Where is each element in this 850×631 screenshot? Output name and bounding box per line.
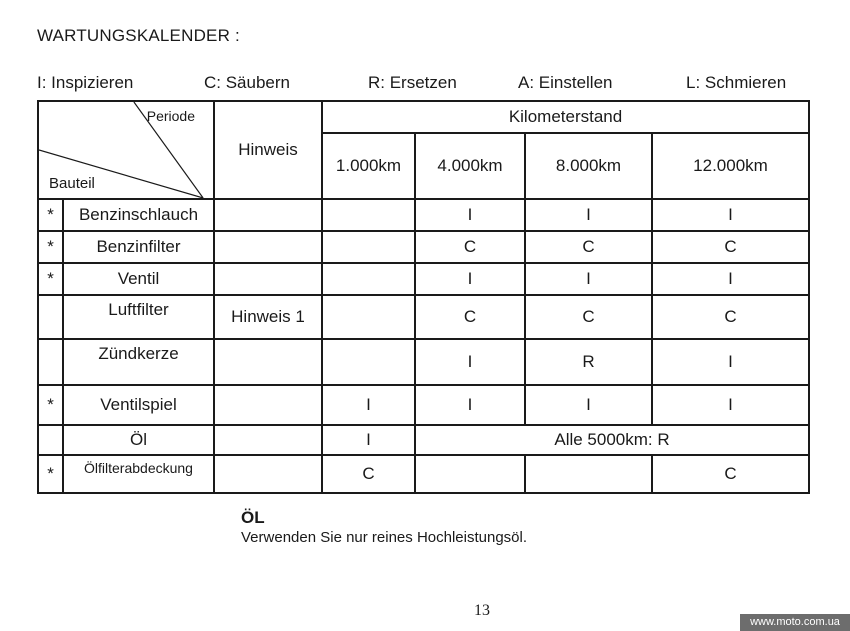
value-cell: I xyxy=(415,199,525,231)
star-mark: * xyxy=(38,231,63,263)
table-row xyxy=(38,385,809,425)
value-cell: I xyxy=(652,199,809,231)
legend-replace: R: Ersetzen xyxy=(368,73,457,92)
star-mark: * xyxy=(38,199,63,231)
corner-cell xyxy=(38,101,214,199)
value-cell: C xyxy=(652,231,809,263)
value-cell: C xyxy=(322,455,415,493)
value-cell xyxy=(322,339,415,385)
value-cell: I xyxy=(652,385,809,425)
part-name: Ventil xyxy=(63,263,214,295)
header-kilometerstand: Kilometerstand xyxy=(322,101,809,133)
value-cell: I xyxy=(525,263,652,295)
table-row xyxy=(38,199,809,231)
star-mark xyxy=(38,295,63,339)
header-interval: 4.000km xyxy=(415,133,525,199)
value-cell: C xyxy=(415,231,525,263)
watermark: www.moto.com.ua xyxy=(740,614,850,631)
value-cell: I xyxy=(415,339,525,385)
value-cell: I xyxy=(415,385,525,425)
hinweis-cell xyxy=(214,385,322,425)
page-title: WARTUNGSKALENDER : xyxy=(37,26,240,45)
table-row xyxy=(38,425,809,455)
corner-label-periode: Periode xyxy=(146,108,195,124)
value-cell xyxy=(322,295,415,339)
hinweis-cell xyxy=(214,231,322,263)
value-cell: I xyxy=(652,339,809,385)
part-name: Ventilspiel xyxy=(63,385,214,425)
header-hinweis: Hinweis xyxy=(214,101,322,199)
oil-text: Verwenden Sie nur reines Hochleistungsöl. xyxy=(241,529,528,546)
star-mark: * xyxy=(38,385,63,425)
value-cell: I xyxy=(525,385,652,425)
value-cell: I xyxy=(415,263,525,295)
table-row xyxy=(38,295,809,339)
value-cell: C xyxy=(652,295,809,339)
hinweis-cell xyxy=(214,199,322,231)
star-mark: * xyxy=(38,455,63,493)
hinweis-cell xyxy=(214,455,322,493)
star-mark xyxy=(38,425,63,455)
value-cell: I xyxy=(652,263,809,295)
value-cell: I xyxy=(322,385,415,425)
value-cell xyxy=(525,455,652,493)
part-name: Luftfilter xyxy=(63,295,214,339)
value-cell xyxy=(322,231,415,263)
part-name: Ölfilterabdeckung xyxy=(63,455,214,493)
value-cell: I xyxy=(322,425,415,455)
value-cell: C xyxy=(525,295,652,339)
corner-label-bauteil: Bauteil xyxy=(49,175,95,192)
maintenance-table xyxy=(37,100,810,494)
part-name: Benzinfilter xyxy=(63,231,214,263)
value-cell xyxy=(322,263,415,295)
legend-inspect: I: Inspizieren xyxy=(37,73,134,92)
oil-heading: ÖL xyxy=(241,508,265,527)
table-row xyxy=(38,455,809,493)
header-interval: 8.000km xyxy=(525,133,652,199)
legend-adjust: A: Einstellen xyxy=(518,73,613,92)
hinweis-cell: Hinweis 1 xyxy=(214,295,322,339)
header-interval: 12.000km xyxy=(652,133,809,199)
value-cell: I xyxy=(525,199,652,231)
hinweis-cell xyxy=(214,425,322,455)
hinweis-cell xyxy=(214,263,322,295)
value-cell: C xyxy=(652,455,809,493)
value-cell xyxy=(415,455,525,493)
star-mark: * xyxy=(38,263,63,295)
hinweis-cell xyxy=(214,339,322,385)
part-name: Öl xyxy=(63,425,214,455)
table-row xyxy=(38,231,809,263)
page-number: 13 xyxy=(474,602,490,619)
value-cell: C xyxy=(525,231,652,263)
merged-value-cell: Alle 5000km: R xyxy=(415,425,809,455)
star-mark xyxy=(38,339,63,385)
header-interval: 1.000km xyxy=(322,133,415,199)
legend-lubricate: L: Schmieren xyxy=(686,73,787,92)
value-cell: C xyxy=(415,295,525,339)
part-name: Benzinschlauch xyxy=(63,199,214,231)
table-row xyxy=(38,263,809,295)
part-name: Zündkerze xyxy=(63,339,214,385)
value-cell: R xyxy=(525,339,652,385)
table-row xyxy=(38,339,809,385)
value-cell xyxy=(322,199,415,231)
legend-clean: C: Säubern xyxy=(204,73,290,92)
